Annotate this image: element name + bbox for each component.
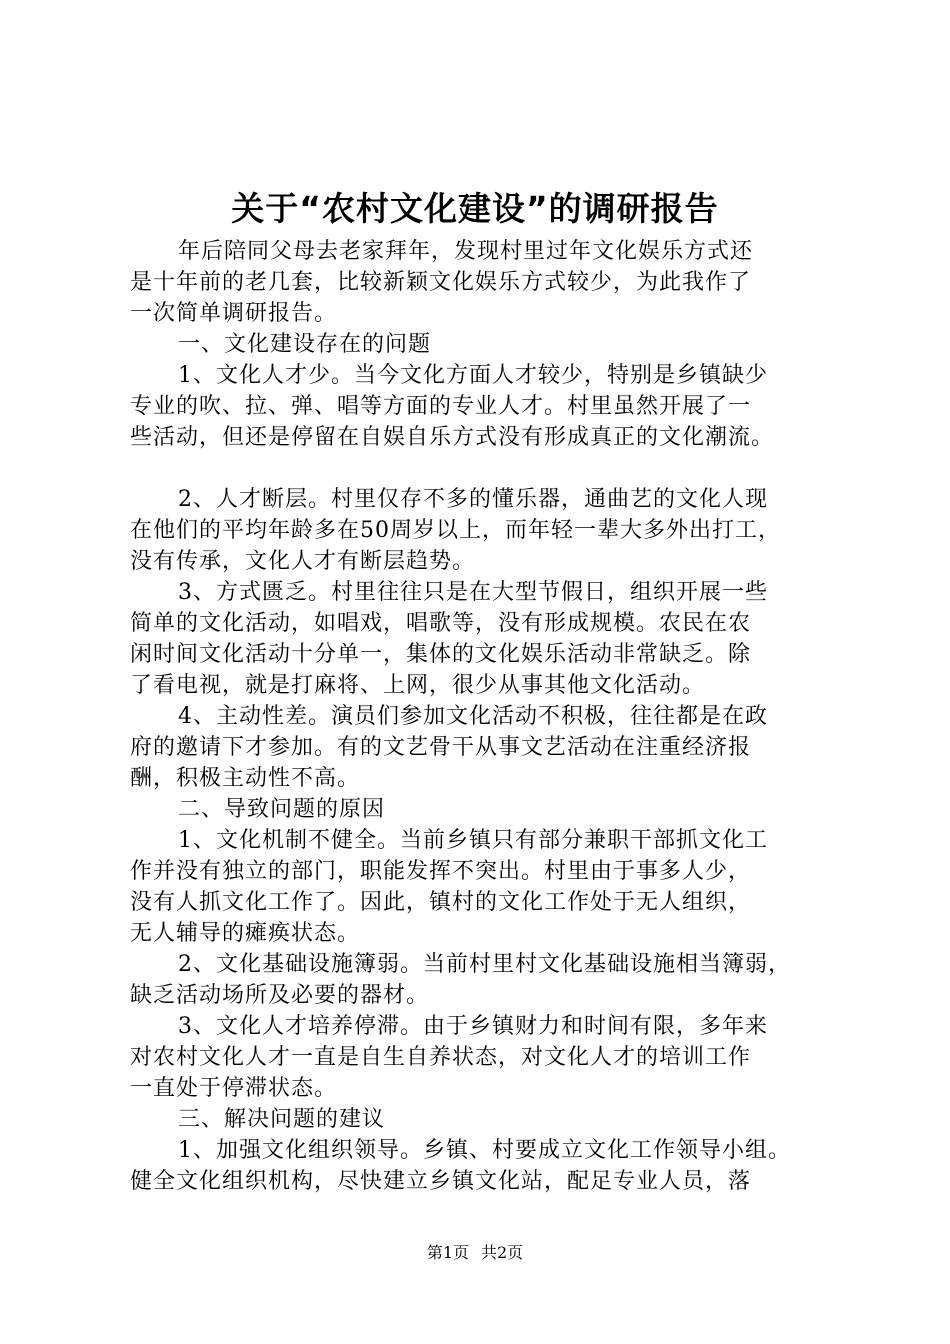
text-line: 一次简单调研报告。 — [130, 301, 338, 326]
text-line: 些活动，但还是停留在自娱自乐方式没有形成真正的文化潮流。 — [130, 425, 775, 450]
text-line: 府的邀请下才参加。有的文艺骨干从事文艺活动在注重经济报 — [130, 735, 752, 760]
text-line: 1、文化机制不健全。当前乡镇只有部分兼职干部抓文化工 — [178, 828, 768, 853]
text-line: 三、解决问题的建议 — [178, 1107, 386, 1132]
text-line: 3、文化人才培养停滞。由于乡镇财力和时间有限，多年来 — [178, 1014, 768, 1039]
text-line: 1、加强文化组织领导。乡镇、村要成立文化工作领导小组。 — [178, 1138, 791, 1163]
text-line: 闲时间文化活动十分单一，集体的文化娱乐活动非常缺乏。除 — [130, 642, 752, 667]
page-total: 共2页 — [481, 1243, 524, 1262]
text-line: 2、人才断层。村里仅存不多的懂乐器，通曲艺的文化人现 — [178, 487, 768, 512]
text-line: 对农村文化人才一直是自生自养状态，对文化人才的培训工作 — [130, 1045, 752, 1070]
text-line: 3、方式匮乏。村里往往只是在大型节假日，组织开展一些 — [178, 580, 768, 605]
text-line: 没有传承，文化人才有断层趋势。 — [130, 549, 476, 574]
text-line: 在他们的平均年龄多在50周岁以上，而年轻一辈大多外出打工， — [130, 518, 781, 543]
page-title: 关于“农村文化建设”的调研报告 — [231, 189, 719, 228]
text-line: 年后陪同父母去老家拜年，发现村里过年文化娱乐方式还 — [178, 239, 754, 264]
text-line: 酬，积极主动性不高。 — [130, 766, 361, 791]
text-line: 2、文化基础设施簿弱。当前村里村文化基础设施相当簿弱， — [178, 952, 791, 977]
text-line: 无人辅导的瘫痪状态。 — [130, 921, 361, 946]
text-line: 是十年前的老几套，比较新颖文化娱乐方式较少，为此我作了 — [130, 270, 752, 295]
text-line: 缺乏活动场所及必要的器材。 — [130, 983, 430, 1008]
blank-line — [130, 453, 850, 484]
text-line: 1、文化人才少。当今文化方面人才较少，特别是乡镇缺少 — [178, 363, 768, 388]
text-line: 4、主动性差。演员们参加文化活动不积极，往往都是在政 — [178, 704, 768, 729]
page-footer — [0, 1241, 950, 1265]
text-line: 了看电视，就是打麻将、上网，很少从事其他文化活动。 — [130, 673, 706, 698]
page-number: 第1页 — [426, 1243, 469, 1262]
text-line: 作并没有独立的部门，职能发挥不突出。村里由于事多人少， — [130, 859, 752, 884]
text-line: 二、导致问题的原因 — [178, 797, 386, 822]
text-line: 健全文化组织机构，尽快建立乡镇文化站，配足专业人员，落 — [130, 1169, 752, 1194]
text-line: 没有人抓文化工作了。因此，镇村的文化工作处于无人组织， — [130, 890, 752, 915]
text-line: 一直处于停滞状态。 — [130, 1076, 338, 1101]
document-body — [130, 236, 850, 1197]
text-line: 简单的文化活动，如唱戏，唱歌等，没有形成规模。农民在农 — [130, 611, 752, 636]
text-line: 一、文化建设存在的问题 — [178, 332, 432, 357]
text-line: 专业的吹、拉、弹、唱等方面的专业人才。村里虽然开展了一 — [130, 394, 752, 419]
